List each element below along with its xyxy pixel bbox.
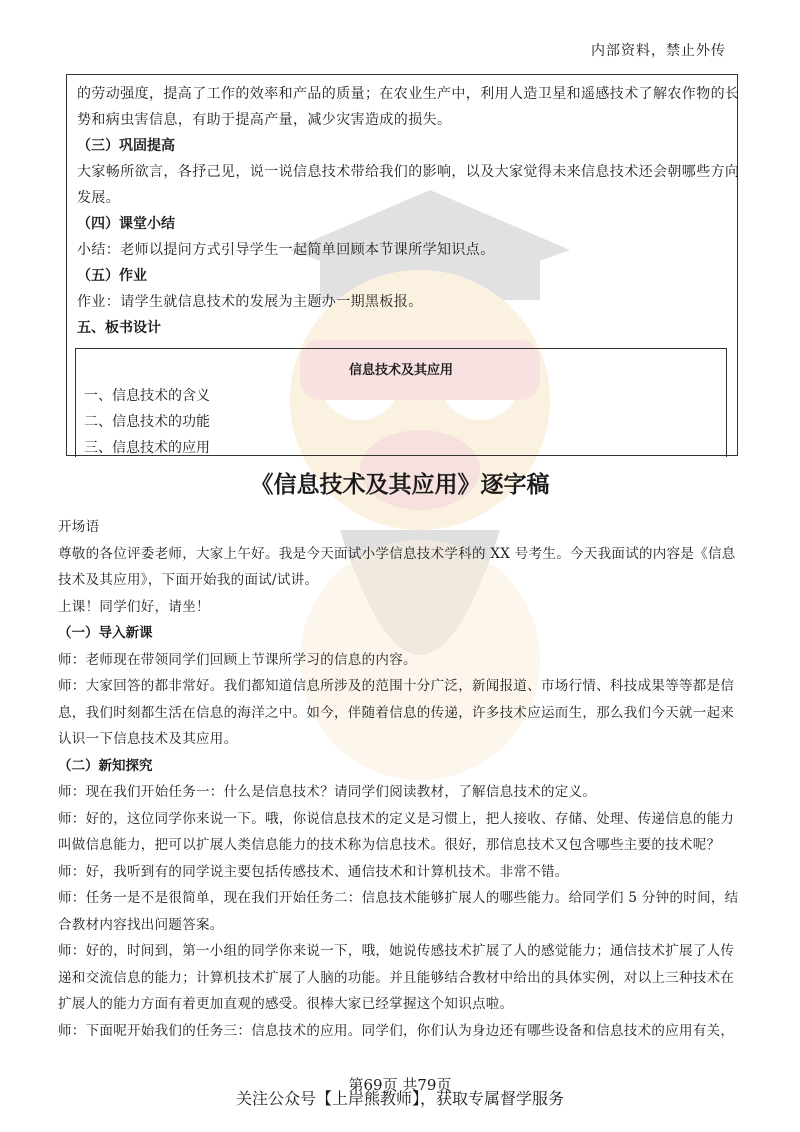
body-line: 师：下面呢开始我们的任务三：信息技术的应用。同学们，你们认为身边还有哪些设备和信息技术的应用有关， <box>58 1022 735 1039</box>
box-line-1: 的劳动强度，提高了工作的效率和产品的质量；在农业生产中，利用人造卫星和遥感技术了解农作物的长 <box>77 86 740 102</box>
body-line: 叫做信息能力，把可以扩展人类信息能力的技术称为信息技术。很好，那信息技术又包含哪些主要的技术呢？ <box>58 837 721 853</box>
body-line: 开场语 <box>58 519 100 535</box>
body-line: 师：老师现在带领同学们回顾上节课所学习的信息的内容。 <box>58 651 417 668</box>
body-line: 上课！同学们好，请坐！ <box>58 598 210 615</box>
body-line: 师：任务一是不是很简单，现在我们开始任务二：信息技术能够扩展人的哪些能力。给同学们 5 分钟的时间，结 <box>58 890 739 906</box>
box-line-5: 小结：老师以提问方式引导学生一起简单回顾本节课所学知识点。 <box>77 242 495 258</box>
body-line: 师：现在我们开始任务一：什么是信息技术？请同学们阅读教材，了解信息技术的定义。 <box>58 784 597 800</box>
body-line: 师：大家回答的都非常好。我们都知道信息所涉及的范围十分广泛，新闻报道、市场行情、科技成果等等都是信 <box>58 678 735 694</box>
board-design-heading: 五、板书设计 <box>77 320 161 336</box>
board-item: 二、信息技术的功能 <box>84 414 210 430</box>
transcript-body <box>58 514 748 1044</box>
page-number: 第69页 共79页 <box>348 1076 452 1094</box>
box-line-6: 作业：请学生就信息技术的发展为主题办一期黑板报。 <box>77 294 423 310</box>
body-line: 师：好的，这位同学你来说一下。哦，你说信息技术的定义是习惯上，把人接收、存储、处理、传递信息的能力 <box>58 810 735 827</box>
body-line: 息，我们时刻都生活在信息的海洋之中。如今，伴随着信息的传递，许多技术应运而生，那么我们今天就一起来 <box>58 704 735 721</box>
board-design-table <box>75 348 727 457</box>
body-line: 师：好，我听到有的同学说主要包括传感技术、通信技术和计算机技术。非常不错。 <box>58 863 569 880</box>
body-line: 递和交流信息的能力；计算机技术扩展了人脑的功能。并且能够结合教材中给出的具体实例，对以上三种技术在 <box>58 969 735 986</box>
body-line: 扩展人的能力方面有着更加直观的感受。很棒大家已经掌握这个知识点啦。 <box>58 996 514 1012</box>
board-item: 一、信息技术的含义 <box>84 388 210 404</box>
header-note: 内部资料，禁止外传 <box>591 43 726 59</box>
box-line-3: 大家畅所欲言，各抒己见，说一说信息技术带给我们的影响，以及大家觉得未来信息技术还会朝哪些方向 <box>77 164 740 180</box>
body-line: 师：好的，时间到，第一小组的同学你来说一下，哦，她说传感技术扩展了人的感觉能力；通信技术扩展了人传 <box>58 943 735 959</box>
body-line: 认识一下信息技术及其应用。 <box>58 731 238 747</box>
section-heading: （三）巩固提高 <box>77 138 175 154</box>
body-line: 技术及其应用》，下面开始我的面试/试讲。 <box>58 572 319 588</box>
box-line-4: 发展。 <box>77 190 121 206</box>
box-line-2: 势和病虫害信息，有助于提高产量，减少灾害造成的损失。 <box>77 112 452 128</box>
footer-promo: 关注公众号【上岸熊教师】，获取专属督学服务 <box>235 1089 564 1108</box>
body-line: 合教材内容找出问题答案。 <box>58 916 224 933</box>
section-heading: （四）课堂小结 <box>77 216 175 232</box>
section-heading: （一）导入新课 <box>58 625 153 641</box>
body-line: 尊敬的各位评委老师，大家上午好。我是今天面试小学信息技术学科的 XX 号考生。今天我面试的内容是《信息 <box>58 545 736 562</box>
board-title: 信息技术及其应用 <box>348 363 453 378</box>
lesson-plan-box <box>66 74 738 456</box>
section-heading: （二）新知探究 <box>58 757 153 774</box>
board-item: 三、信息技术的应用 <box>84 440 210 456</box>
section-heading: （五）作业 <box>77 268 147 284</box>
document-title: 《信息技术及其应用》逐字稿 <box>250 472 550 498</box>
